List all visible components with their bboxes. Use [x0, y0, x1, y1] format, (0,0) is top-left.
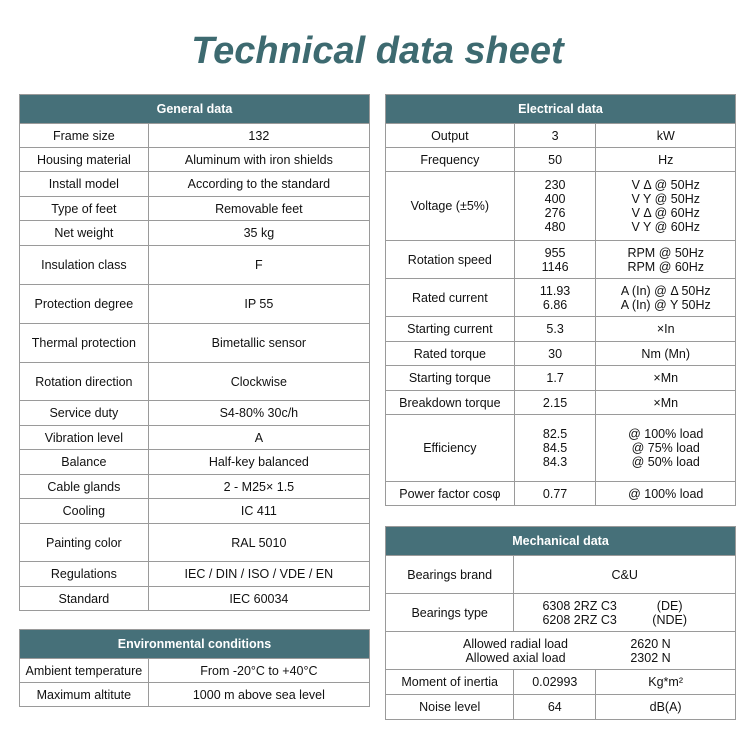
electrical-data-table	[385, 94, 736, 506]
row-unit: Hz	[596, 148, 736, 172]
efficiency-unit: @ 100% load	[628, 427, 704, 441]
row-label: Rated torque	[386, 342, 515, 366]
allowed-load-label: Allowed radial load	[463, 636, 568, 651]
voltage-unit: V Δ @ 50Hz	[631, 178, 700, 192]
row-value: Bimetallic sensor	[148, 324, 369, 363]
row-label: Type of feet	[20, 197, 149, 221]
row-label: Frame size	[20, 124, 149, 148]
row-value	[514, 279, 596, 317]
voltage-value: 400	[544, 192, 566, 206]
row-unit	[596, 241, 736, 279]
row-label: Protection degree	[20, 285, 149, 324]
row-label: Breakdown torque	[386, 391, 515, 415]
rotation-speed-value: 1146	[541, 259, 569, 274]
rated-current-unit: A (In) @ Δ 50Hz	[620, 283, 711, 298]
row-label: Balance	[20, 450, 149, 475]
allowed-loads-cell	[386, 632, 736, 670]
row-label: Frequency	[386, 148, 515, 172]
rotation-speed-value: 955	[544, 245, 566, 260]
row-unit: ×Mn	[596, 391, 736, 415]
row-value: S4-80% 30c/h	[148, 401, 369, 426]
row-value	[514, 172, 596, 241]
row-label: Noise level	[386, 695, 514, 720]
efficiency-value: 82.5	[542, 427, 568, 441]
row-value: 5.3	[514, 317, 596, 342]
row-value	[514, 241, 596, 279]
general-data-table	[19, 94, 370, 611]
row-label: Voltage (±5%)	[386, 172, 515, 241]
allowed-load-value: 2620 N	[630, 636, 671, 651]
row-label: Insulation class	[20, 246, 149, 285]
row-label: Cooling	[20, 499, 149, 524]
row-label: Standard	[20, 587, 149, 611]
row-unit: ×In	[596, 317, 736, 342]
row-value: 1000 m above sea level	[148, 683, 369, 707]
voltage-value: 276	[544, 206, 566, 220]
voltage-value: 230	[544, 178, 566, 192]
rated-current-value: 11.93	[539, 283, 571, 298]
row-label: Moment of inertia	[386, 670, 514, 695]
rotation-speed-unit: RPM @ 60Hz	[627, 259, 705, 274]
row-value	[514, 594, 736, 632]
row-value: 2 - M25× 1.5	[148, 475, 369, 499]
row-label: Housing material	[20, 148, 149, 172]
row-value: A	[148, 426, 369, 450]
bearing-type-value: 6208 2RZ C3	[542, 612, 617, 627]
row-value: Removable feet	[148, 197, 369, 221]
row-label: Painting color	[20, 524, 149, 562]
bearing-type-unit: (NDE)	[652, 612, 688, 627]
mechanical-data-header: Mechanical data	[386, 527, 736, 556]
row-label: Thermal protection	[20, 324, 149, 363]
row-value: 30	[514, 342, 596, 366]
bearing-type-value: 6308 2RZ C3	[542, 598, 617, 613]
row-value: 1.7	[514, 366, 596, 391]
row-value: RAL 5010	[148, 524, 369, 562]
row-value: F	[148, 246, 369, 285]
row-value: IEC / DIN / ISO / VDE / EN	[148, 562, 369, 587]
row-unit: kW	[596, 124, 736, 148]
efficiency-value: 84.5	[542, 441, 568, 455]
row-label: Rated current	[386, 279, 515, 317]
row-label: Efficiency	[386, 415, 515, 482]
row-label: Starting torque	[386, 366, 515, 391]
row-value: C&U	[514, 556, 736, 594]
row-unit	[596, 172, 736, 241]
allowed-load-label: Allowed axial load	[465, 650, 566, 665]
row-value: 0.77	[514, 482, 596, 506]
row-label: Service duty	[20, 401, 149, 426]
row-value: 0.02993	[514, 670, 596, 695]
row-label: Cable glands	[20, 475, 149, 499]
row-value: 50	[514, 148, 596, 172]
row-value: From -20°C to +40°C	[148, 659, 369, 683]
row-label: Vibration level	[20, 426, 149, 450]
rotation-speed-unit: RPM @ 50Hz	[627, 245, 705, 260]
row-label: Rotation direction	[20, 363, 149, 401]
row-label: Starting current	[386, 317, 515, 342]
row-value: Clockwise	[148, 363, 369, 401]
row-value	[514, 415, 596, 482]
row-label: Install model	[20, 172, 149, 197]
efficiency-unit: @ 75% load	[631, 441, 700, 455]
efficiency-unit: @ 50% load	[631, 455, 700, 469]
row-value: IC 411	[148, 499, 369, 524]
row-value: IP 55	[148, 285, 369, 324]
row-label: Regulations	[20, 562, 149, 587]
row-unit: @ 100% load	[596, 482, 736, 506]
row-value: IEC 60034	[148, 587, 369, 611]
rated-current-unit: A (In) @ Y 50Hz	[620, 297, 711, 312]
allowed-load-value: 2302 N	[630, 650, 671, 665]
rated-current-value: 6.86	[542, 297, 568, 312]
row-value: 35 kg	[148, 221, 369, 246]
row-unit: Kg*m²	[596, 670, 736, 695]
row-value: 2.15	[514, 391, 596, 415]
row-label: Power factor cosφ	[386, 482, 515, 506]
voltage-unit: V Y @ 60Hz	[631, 220, 700, 234]
bearing-type-unit: (DE)	[656, 598, 683, 613]
row-value: Half-key balanced	[148, 450, 369, 475]
row-label: Rotation speed	[386, 241, 515, 279]
row-label: Net weight	[20, 221, 149, 246]
row-value: Aluminum with iron shields	[148, 148, 369, 172]
electrical-data-header: Electrical data	[386, 95, 736, 124]
page-title: Technical data sheet	[191, 30, 564, 72]
row-unit	[596, 415, 736, 482]
row-unit: Nm (Mn)	[596, 342, 736, 366]
environmental-conditions-table	[19, 629, 370, 707]
row-unit: dB(A)	[596, 695, 736, 720]
row-value: 132	[148, 124, 369, 148]
row-label: Ambient temperature	[20, 659, 149, 683]
row-label: Output	[386, 124, 515, 148]
voltage-value: 480	[544, 220, 566, 234]
row-value: According to the standard	[148, 172, 369, 197]
general-data-header: General data	[20, 95, 370, 124]
row-label: Bearings type	[386, 594, 514, 632]
efficiency-value: 84.3	[542, 455, 568, 469]
row-unit	[596, 279, 736, 317]
row-label: Bearings brand	[386, 556, 514, 594]
mechanical-data-table	[385, 526, 736, 720]
environmental-conditions-header: Environmental conditions	[20, 630, 370, 659]
row-value: 3	[514, 124, 596, 148]
voltage-unit: V Y @ 50Hz	[631, 192, 700, 206]
row-value: 64	[514, 695, 596, 720]
row-label: Maximum altitute	[20, 683, 149, 707]
row-unit: ×Mn	[596, 366, 736, 391]
voltage-unit: V Δ @ 60Hz	[631, 206, 700, 220]
